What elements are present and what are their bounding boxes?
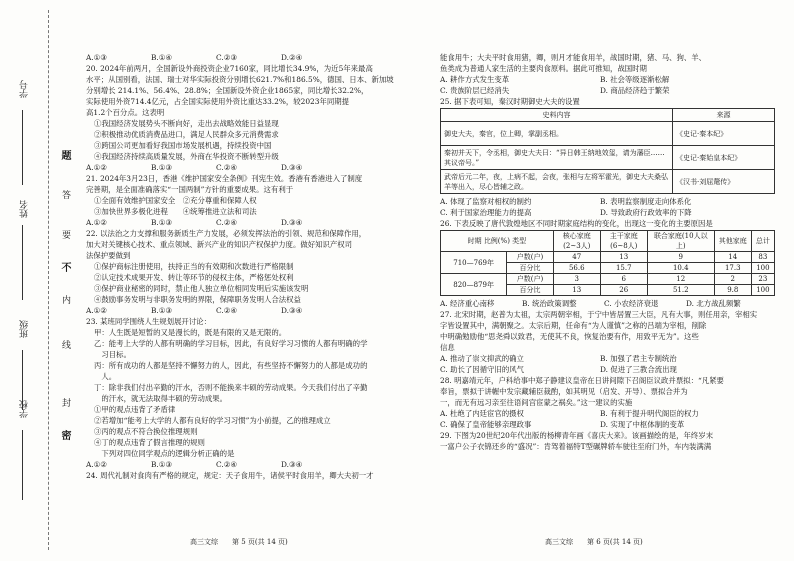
q24-options-row2	[440, 85, 785, 96]
page-5-footer: 高三文综 第 5 页(共 14 页)	[190, 538, 288, 546]
q24-options-row1	[440, 74, 785, 85]
q25-source-table	[440, 108, 775, 194]
q28-line-3: 一，而无有远习亲至往语间宫宦蒙之祸矣。”这一建议的实施	[440, 398, 633, 407]
statement-line: ③跨国公司更加看好我国市场发展机遇，持续投资中国	[94, 141, 272, 150]
q28-line-1: 28. 明嘉靖元年，户科给事中郑子静建议皇帝在日讲间隙下召阁臣议政并票拟：“凡紧要	[440, 376, 724, 385]
answer-option-c[interactable]: C.②④	[216, 218, 237, 227]
q26-r1-v3: 9	[647, 252, 714, 263]
q26-col-stem: 主干家庭(6~8人)	[600, 231, 647, 252]
answer-option-a[interactable]: A.①②	[86, 460, 107, 469]
question-line: 分别增长 214.1%、56.4%、28.8%；全国新设外资企业1865家，同比增长32.2%，	[86, 86, 369, 95]
q26-r2-sub: 百分比	[507, 263, 553, 274]
statement-line: ④鼓励事务发明与非职务发明的界限，保障职务发明人合法权益	[94, 295, 301, 304]
page-6-footer: 高三文综 第 6 页(共 14 页)	[545, 538, 643, 546]
q27-option-b[interactable]: B. 加强了君主专制统治	[600, 354, 677, 363]
q26-r4-v3: 51.2	[647, 285, 714, 296]
answer-option-a[interactable]: A.①③	[86, 53, 107, 62]
seal-char-xian: 线	[60, 340, 70, 349]
q26-r2-v2: 15.7	[600, 263, 647, 274]
answer-option-a[interactable]: A.①②	[86, 218, 107, 227]
q26-option-b[interactable]: B. 统治政策调整	[522, 299, 577, 308]
statement-line: 下列对四位同学观点的逻辑分析正确的是	[94, 449, 235, 458]
statement-line: 乙：能考上大学的人都有明确的学习目标，因此，有良好学习习惯的人都有明确的学	[94, 339, 368, 348]
q26-r3-sub: 户数(户)	[507, 274, 553, 285]
q26-period-1: 710—769年	[441, 252, 507, 274]
q26-type-label: 类型	[512, 237, 527, 245]
answer-option-b[interactable]: B.①④	[151, 53, 173, 62]
statement-line: ②积极推动优质消费品进口，满足人民群众多元消费需求	[94, 130, 279, 139]
fill-line-xuehao	[22, 110, 23, 185]
q28-option-c[interactable]: C. 确保了皇帝能够亲理政事	[440, 420, 532, 429]
statement-line: ①甲的观点违背了矛盾律	[94, 405, 176, 414]
answer-option-c[interactable]: C.②④	[216, 460, 237, 469]
q25-options-row2	[440, 207, 785, 218]
statement-line: 甲：人生既是短暂的又是漫长的，既是有限的又是无限的。	[94, 328, 287, 337]
q26-ratio-label: 比例(%)	[483, 237, 510, 245]
seal-char-ti: 题	[59, 150, 70, 160]
q25-row3-source: 《汉书·刘屈氂传》	[673, 170, 775, 194]
q26-r2-v4: 17.3	[714, 263, 751, 274]
q25-option-c[interactable]: C. 利于国家治理能力的提高	[440, 208, 532, 217]
answer-option-d[interactable]: D.②④	[281, 53, 303, 62]
q26-r4-v5: 100	[751, 285, 774, 296]
q26-r3-v5: 23	[751, 274, 774, 285]
label-id: 学号	[20, 80, 30, 98]
fill-line-xuexiao	[22, 430, 23, 500]
answer-option-b[interactable]: B.①③	[151, 460, 173, 469]
answer-option-c[interactable]: C.②③	[216, 53, 237, 62]
q28-options-row2	[440, 419, 785, 430]
q26-r1-v4: 14	[714, 252, 751, 263]
q28-option-d[interactable]: D. 实现了中枢体制的变革	[600, 420, 685, 429]
question-line: 21. 2024年3月23日，香港《维护国家安全条例》刊宪生效。香港有香港进入了制度	[86, 174, 363, 183]
statement-line: 丁：除非我们付出辛勤的汗水，否则不能换来丰硕的劳动成果。今天我们付出了辛勤	[94, 383, 368, 392]
q25-row1-content: 御史大夫，秦官，位上卿，掌副丞相。	[441, 122, 673, 146]
question-line: 23. 某班同学围绕人生规划展开讨论：	[86, 317, 211, 326]
q26-r4-v2: 26	[600, 285, 647, 296]
q26-period-2: 820—879年	[441, 274, 507, 296]
binding-margin	[0, 0, 78, 561]
q25-header-content: 史料内容	[441, 109, 673, 122]
statement-line: 人。	[94, 372, 117, 381]
q24-continuation-1: 能食用牛；大夫平时食用猪，卿，则月才能食用羊，战国时期，猪、马、狗、羊、	[440, 53, 707, 62]
statement-line: ④丁的观点违背了假言推理的规则	[94, 438, 205, 447]
statement-line: ①保护商标注册使用，扶持正当的有效期和次数进行严格限制	[94, 262, 294, 271]
question-line: 20. 2024年前两月，全国新设外商投资企业7160家，同比增长34.9%，为近5年来最高	[86, 64, 373, 73]
seal-char-feng: 封	[60, 398, 70, 407]
q26-r4-v4: 9.8	[714, 285, 751, 296]
q25-option-a[interactable]: A. 体现了监察对相权的制约	[440, 197, 532, 206]
answer-option-a[interactable]: A.①②	[86, 163, 107, 172]
q26-r1-v5: 83	[751, 252, 774, 263]
q26-col-joint: 联合家庭(10人以上)	[647, 231, 714, 252]
answer-option-d[interactable]: D.③④	[281, 218, 303, 227]
q27-line-3: 中明确勉励他“思尧舜以致君，无使其不良，恢复治要有作，用致平无为”。这些	[440, 332, 699, 341]
q26-option-d[interactable]: D. 北方战乱频繁	[686, 299, 741, 308]
question-line: 24. 周代礼制对食肉有严格的规定，规定：天子食用牛，诸侯平时食用羊，卿大夫初一才	[86, 471, 374, 480]
q26-r2-v3: 10.4	[647, 263, 714, 274]
statement-line: ③加快世界多极化进程 ④统筹推进立法和司法	[94, 207, 257, 216]
q26-r1-v1: 47	[553, 252, 600, 263]
statement-line: 的汗水，就无法取得丰硕的劳动成果。	[94, 394, 228, 403]
question-line: 22. 以法治之力支撑和服务新质生产力发展，必须发挥法治的引领、规范和保障作用，	[86, 229, 367, 238]
q27-option-a[interactable]: A. 推动了崇文抑武的确立	[440, 354, 524, 363]
page-6-column	[440, 52, 785, 452]
q28-option-b[interactable]: B. 有利于提升明代阁臣的权力	[600, 409, 699, 418]
label-class: 班级	[20, 320, 30, 338]
q27-options-row2	[440, 364, 785, 375]
answer-options	[86, 162, 426, 173]
q29-line-2: 一富户公子衣锦还乡的“盛况”：肯驾着福特T型碾牌轿车驶往至府门外，车内装满满	[440, 442, 712, 451]
q25-options-row1	[440, 196, 785, 207]
q29-line-1: 29. 下图为20世纪20年代出版的杨柳青年画《喜庆大来》。该画描绘的是，年终岁末	[440, 431, 714, 440]
q25-stem: 25. 据下表可知，秦汉时期御史大夫的设置	[440, 97, 580, 106]
question-line: 高1.2个百分点。这表明	[86, 108, 165, 117]
statement-line: ②认定技术成果开发、转让等环节的侵权主体，严格惩处权利	[94, 273, 294, 282]
q26-corner-header	[441, 231, 554, 252]
q25-row2-source: 《史记·秦始皇本纪》	[673, 146, 775, 170]
question-line: 实际使用外资714.4亿元，占全国实际使用外资比重达33.2%，较2023年同期提	[86, 97, 349, 106]
seal-char-bu: 不	[59, 262, 70, 272]
q24-option-a[interactable]: A. 耕作方式发生变革	[440, 75, 510, 84]
q25-row1-source: 《史记·秦本纪》	[673, 122, 775, 146]
q26-r1-sub: 户数(户)	[507, 252, 553, 263]
q26-option-a[interactable]: A. 经济重心南移	[440, 299, 495, 308]
cut-line	[48, 10, 49, 550]
statement-line: 丙：所有成功的人都是坚持不懈努力的人，因此，有些坚持不懈努力的人都是成功的	[94, 361, 368, 370]
seal-char-mi: 密	[59, 430, 70, 440]
q26-option-c[interactable]: C. 小农经济衰退	[604, 299, 659, 308]
answer-options	[86, 459, 426, 470]
question-line: 完善期，是全面准确落实“一国两制”方针的重要成果。这有利于	[86, 185, 294, 194]
answer-option-b[interactable]: B.①③	[151, 218, 173, 227]
q26-family-table	[440, 230, 775, 296]
q27-line-2: 字皆设置其中，满朝聚之。太宗后期，任命有“为人谨慎”之称的吕端为宰相，削除	[440, 321, 707, 330]
answer-option-a[interactable]: A.①②	[86, 306, 107, 315]
q25-header-source: 来源	[673, 109, 775, 122]
q28-line-2: 奉旨，票拟于讲幄中发宗藏辅臣裁酌，如其明见（启发、开导）、票拟合并为	[440, 387, 688, 396]
q26-r1-v2: 13	[600, 252, 647, 263]
answer-options	[86, 305, 426, 316]
q26-r4-v1: 13	[553, 285, 600, 296]
q25-row3-content: 武帝后元二年，夜，上病不起，会夜，张相与左将军霍光，御史大夫桑弘羊等出入，尽心皆辅之政。	[441, 170, 673, 194]
q25-option-d[interactable]: D. 导致政府行政效率的下降	[600, 208, 692, 217]
q26-r4-sub: 百分比	[507, 285, 553, 296]
statement-line: ②若增加“能考上大学的人都有良好的学习习惯”为小前提，乙的推理成立	[94, 416, 331, 425]
seal-char-yao: 要	[60, 230, 70, 239]
answer-option-d[interactable]: D.③④	[281, 306, 303, 315]
q27-line-4: 信息	[440, 343, 455, 352]
fill-line-xingming	[22, 225, 23, 300]
q26-period-label: 时期	[467, 237, 482, 245]
q26-r3-v4: 2	[714, 274, 751, 285]
q26-r2-v5: 100	[751, 263, 774, 274]
q26-r3-v3: 12	[647, 274, 714, 285]
q27-options-row1	[440, 353, 785, 364]
question-line: 水平；从国别看，法国、瑞士对华实际投资分别增长621.7%和186.5%，德国、日本、新加坡	[86, 75, 394, 84]
answer-option-d[interactable]: D.③④	[281, 460, 303, 469]
question-line: 加大对关键核心技术、重点领域、新兴产业的知识产权保护力度。做好知识产权司	[86, 240, 353, 249]
label-name: 姓名	[20, 200, 30, 218]
q24-option-d[interactable]: D. 商品经济趋于繁荣	[600, 86, 670, 95]
answer-options	[86, 217, 426, 228]
q24-option-b[interactable]: B. 社会等级逐渐松解	[600, 75, 670, 84]
answer-option-c[interactable]: C.②④	[216, 163, 237, 172]
q24-continuation-2: 鱼类成为普通人家生活的主要肉食原料。据此可推知，战国时期	[440, 64, 647, 73]
q27-option-c[interactable]: C. 助长了因循守旧的风气	[440, 365, 524, 374]
q26-col-total: 总计	[751, 231, 774, 252]
q26-stem: 26. 下表反映了唐代敦煌地区不同时期家庭结构的变化，出现这一变化的主要原因是	[440, 219, 713, 228]
q27-option-d[interactable]: D. 促进了三教合流出现	[600, 365, 677, 374]
q24-option-c[interactable]: C. 贵族阶层已经消失	[440, 86, 510, 95]
statement-line: ③丙的观点不符合换位推理规则	[94, 427, 198, 436]
statement-line: ④我国经济持续高质量发展，外商在华投资不断转型升级	[94, 152, 279, 161]
question-line: 法保护要做到	[86, 251, 131, 260]
answer-option-d[interactable]: D.③④	[281, 163, 303, 172]
answer-options	[86, 52, 426, 63]
seal-char-da: 答	[60, 190, 70, 199]
q26-col-other: 其他家庭	[714, 231, 751, 252]
seal-char-nei: 内	[60, 295, 70, 304]
answer-option-b[interactable]: B.①③	[151, 163, 173, 172]
q25-row2-content: 秦初并天下，令丞相，御史大夫曰：“异日韩王纳地效玺，请为藩臣……其议帝号。”	[441, 146, 673, 170]
q25-option-b[interactable]: B. 表明监察制度走向体系化	[600, 197, 692, 206]
page-5-column	[86, 52, 426, 481]
q26-options	[440, 298, 785, 309]
q26-col-core: 核心家庭(2~3人)	[553, 231, 600, 252]
statement-line: 习目标。	[94, 350, 131, 359]
q28-option-a[interactable]: A. 杜绝了内廷宦官的摄权	[440, 409, 524, 418]
answer-option-c[interactable]: C.②④	[216, 306, 237, 315]
q28-options-row1	[440, 408, 785, 419]
q26-r2-v1: 56.6	[553, 263, 600, 274]
statement-line: ①我国经济发展势头不断向好，走出去战略效能日益显现	[94, 119, 279, 128]
q26-r3-v1: 3	[553, 274, 600, 285]
statement-line: ①全面有效维护国家安全 ②充分尊重和保障人权	[94, 196, 257, 205]
q27-line-1: 27. 北宋时期，赵普为太祖，太宗两朝宰相，于宁中皆居置三大臣，凡有大事，则任用亲，宰相实	[440, 310, 758, 319]
label-school: 学校	[20, 400, 30, 418]
statement-line: ③保护商业秘密的同时，禁止他人独立单位相同发明后实施该发明	[94, 284, 309, 293]
answer-option-b[interactable]: B.①③	[151, 306, 173, 315]
q26-r3-v2: 6	[600, 274, 647, 285]
